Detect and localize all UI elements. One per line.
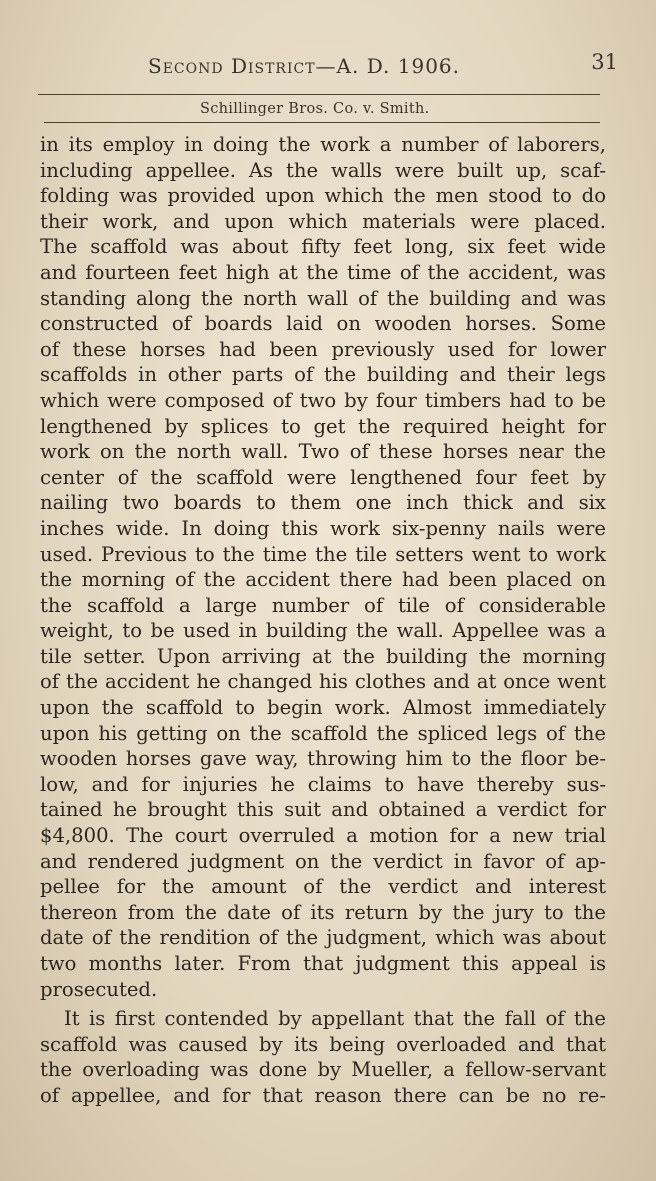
text-line: including appellee. As the walls were built up, scaf-	[40, 158, 606, 182]
text-line: tained he brought this suit and obtained a verdict for	[40, 798, 606, 822]
text-line: center of the scaffold were lengthened four feet by	[40, 465, 606, 489]
text-line: the overloading was done by Mueller, a fellow-servant	[40, 1058, 606, 1082]
header-rule-top	[38, 94, 600, 95]
text-line: and fourteen feet high at the time of the accident, was	[40, 260, 606, 284]
text-line: work on the north wall. Two of these horses near the	[40, 440, 606, 464]
text-line: upon the scaffold to begin work. Almost immediately	[40, 696, 606, 720]
paragraph-1	[40, 132, 606, 1002]
text-line: and rendered judgment on the verdict in favor of ap-	[40, 849, 606, 873]
text-line: date of the rendition of the judgment, which was about	[40, 926, 606, 950]
text-line: wooden horses gave way, throwing him to the floor be-	[40, 747, 606, 771]
paragraph-2	[40, 1006, 606, 1108]
text-line: scaffold was caused by its being overloaded and that	[40, 1032, 606, 1056]
text-line: two months later. From that judgment this appeal is	[40, 952, 606, 975]
text-line: the morning of the accident there had been placed on	[40, 568, 606, 592]
text-line: low, and for injuries he claims to have thereby sus-	[40, 772, 606, 796]
text-line: their work, and upon which materials were placed.	[40, 209, 606, 233]
text-line: standing along the north wall of the building and was	[40, 286, 606, 310]
text-line: of these horses had been previously used for lower	[40, 337, 606, 361]
header-rule-bottom	[44, 122, 600, 123]
text-line: scaffolds in other parts of the building and their legs	[40, 363, 606, 387]
text-line: which were composed of two by four timbers had to be	[40, 388, 606, 412]
text-line: in its employ in doing the work a number of laborers,	[40, 133, 606, 156]
text-line: used. Previous to the time the tile setters went to work	[40, 542, 606, 566]
page-number: 31	[591, 50, 618, 74]
text-line: The scaffold was about fifty feet long, six feet wide	[40, 235, 606, 259]
text-line: pellee for the amount of the verdict and interest	[40, 875, 606, 899]
text-line: folding was provided upon which the men stood to do	[40, 184, 606, 208]
body-text	[40, 132, 606, 1109]
text-line: weight, to be used in building the wall. Appellee was a	[40, 619, 606, 643]
text-line: thereon from the date of its return by the jury to the	[40, 900, 606, 924]
text-line: It is first contended by appellant that the fall of the	[64, 1007, 606, 1031]
text-line: constructed of boards laid on wooden horses. Some	[40, 312, 606, 336]
text-line: upon his getting on the scaffold the spliced legs of the	[40, 721, 606, 745]
page-header	[148, 52, 618, 86]
text-line: the scaffold a large number of tile of considerable	[40, 593, 606, 617]
text-line: $4,800. The court overruled a motion for a new trial	[40, 824, 606, 848]
text-line: tile setter. Upon arriving at the building the morning	[40, 644, 606, 668]
text-line: prosecuted.	[40, 977, 158, 1001]
case-caption: Schillinger Bros. Co. v. Smith.	[200, 101, 430, 117]
text-line: inches wide. In doing this work six-penny nails were	[40, 516, 606, 540]
text-line: lengthened by splices to get the required height for	[40, 414, 606, 438]
text-line: nailing two boards to them one inch thick and six	[40, 491, 606, 515]
text-line: of the accident he changed his clothes and at once went	[40, 670, 606, 694]
running-head: Second District—A. D. 1906.	[148, 54, 461, 78]
text-line: of appellee, and for that reason there can be no re-	[40, 1083, 606, 1107]
